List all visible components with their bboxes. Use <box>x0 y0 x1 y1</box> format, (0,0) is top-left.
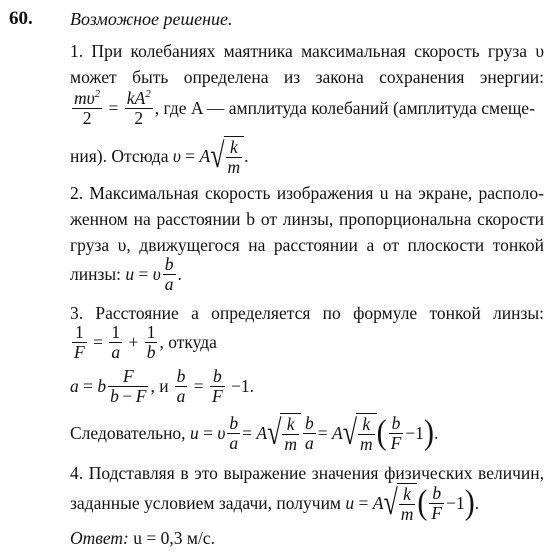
p2-line2: женном на расстоянии b от линзы, пропорциональна скорости <box>70 209 544 229</box>
b-over-a: $\frac{b}{a}$ <box>164 254 174 294</box>
p2-line1: 2. Максимальная скорость изображения u на экране, располо- <box>70 183 544 203</box>
p1-line2: может быть определена из закона сохранения энергии: <box>70 67 544 87</box>
solution-header: Возможное решение. <box>70 9 233 29</box>
energy-frac-right: $\frac{kA^2}{2}$ <box>126 88 151 128</box>
p1-line3-text: , где A — амплитуда колебаний (амплитуда смеще- <box>154 98 535 118</box>
p1-line4: ния). Отсюда υ = A √ $\frac{k}{m}$ . <box>70 135 249 177</box>
energy-frac-left: $\frac{m\upsilon^2}{2}$ <box>74 88 101 128</box>
problem-number: 60. <box>9 8 33 29</box>
p1-line4-text: ния). Отсюда <box>70 146 169 166</box>
answer-line <box>70 527 544 549</box>
answer-label: Ответ: <box>70 528 129 548</box>
p4-line2: заданные условием задачи, получим u = A √ $\frac{k}{m}$ ( $\frac{b}{F}$ −1 ) . <box>70 482 480 524</box>
sqrt-k-m: √ $\frac{k}{m}$ <box>210 136 244 176</box>
answer-value: u = 0,3 м/с. <box>133 528 215 548</box>
p3-line2: $\frac{1}{F}$ = $\frac{1}{a}$ + $\frac{1}{b}$ , откуда <box>74 322 217 362</box>
p4-line1: 4. Подставляя в это выражение значения физических величин, <box>70 463 544 483</box>
p3-line1: 3. Расстояние a определяется по формуле тонкой линзы: <box>70 303 544 323</box>
p3-line4: Следовательно, u = υ $\frac{b}{a}$ = A √ $\frac{k}{m}$ $\frac{b}{a}$ = A √ $\frac{k}{m}$ ( $\frac{b}{F}$ −1 ) . <box>70 412 439 454</box>
p2-line3: груза υ, движущегося на расстоянии a от плоскости тонкой <box>70 235 544 255</box>
p2-line4: линзы: u = υ $\frac{b}{a}$ . <box>70 254 182 294</box>
p1-line1: 1. При колебаниях маятника максимальная скорость груза υ <box>70 41 544 61</box>
p1-line3: $\frac{m\upsilon^2}{2}$ = $\frac{kA^2}{2}$ , где A — амплитуда колебаний (амплитуда смеще- <box>74 88 535 128</box>
p3-line3: a = b $\frac{F}{b - F}$ , и $\frac{b}{a}$ = $\frac{b}{F}$ −1 . <box>70 366 255 406</box>
